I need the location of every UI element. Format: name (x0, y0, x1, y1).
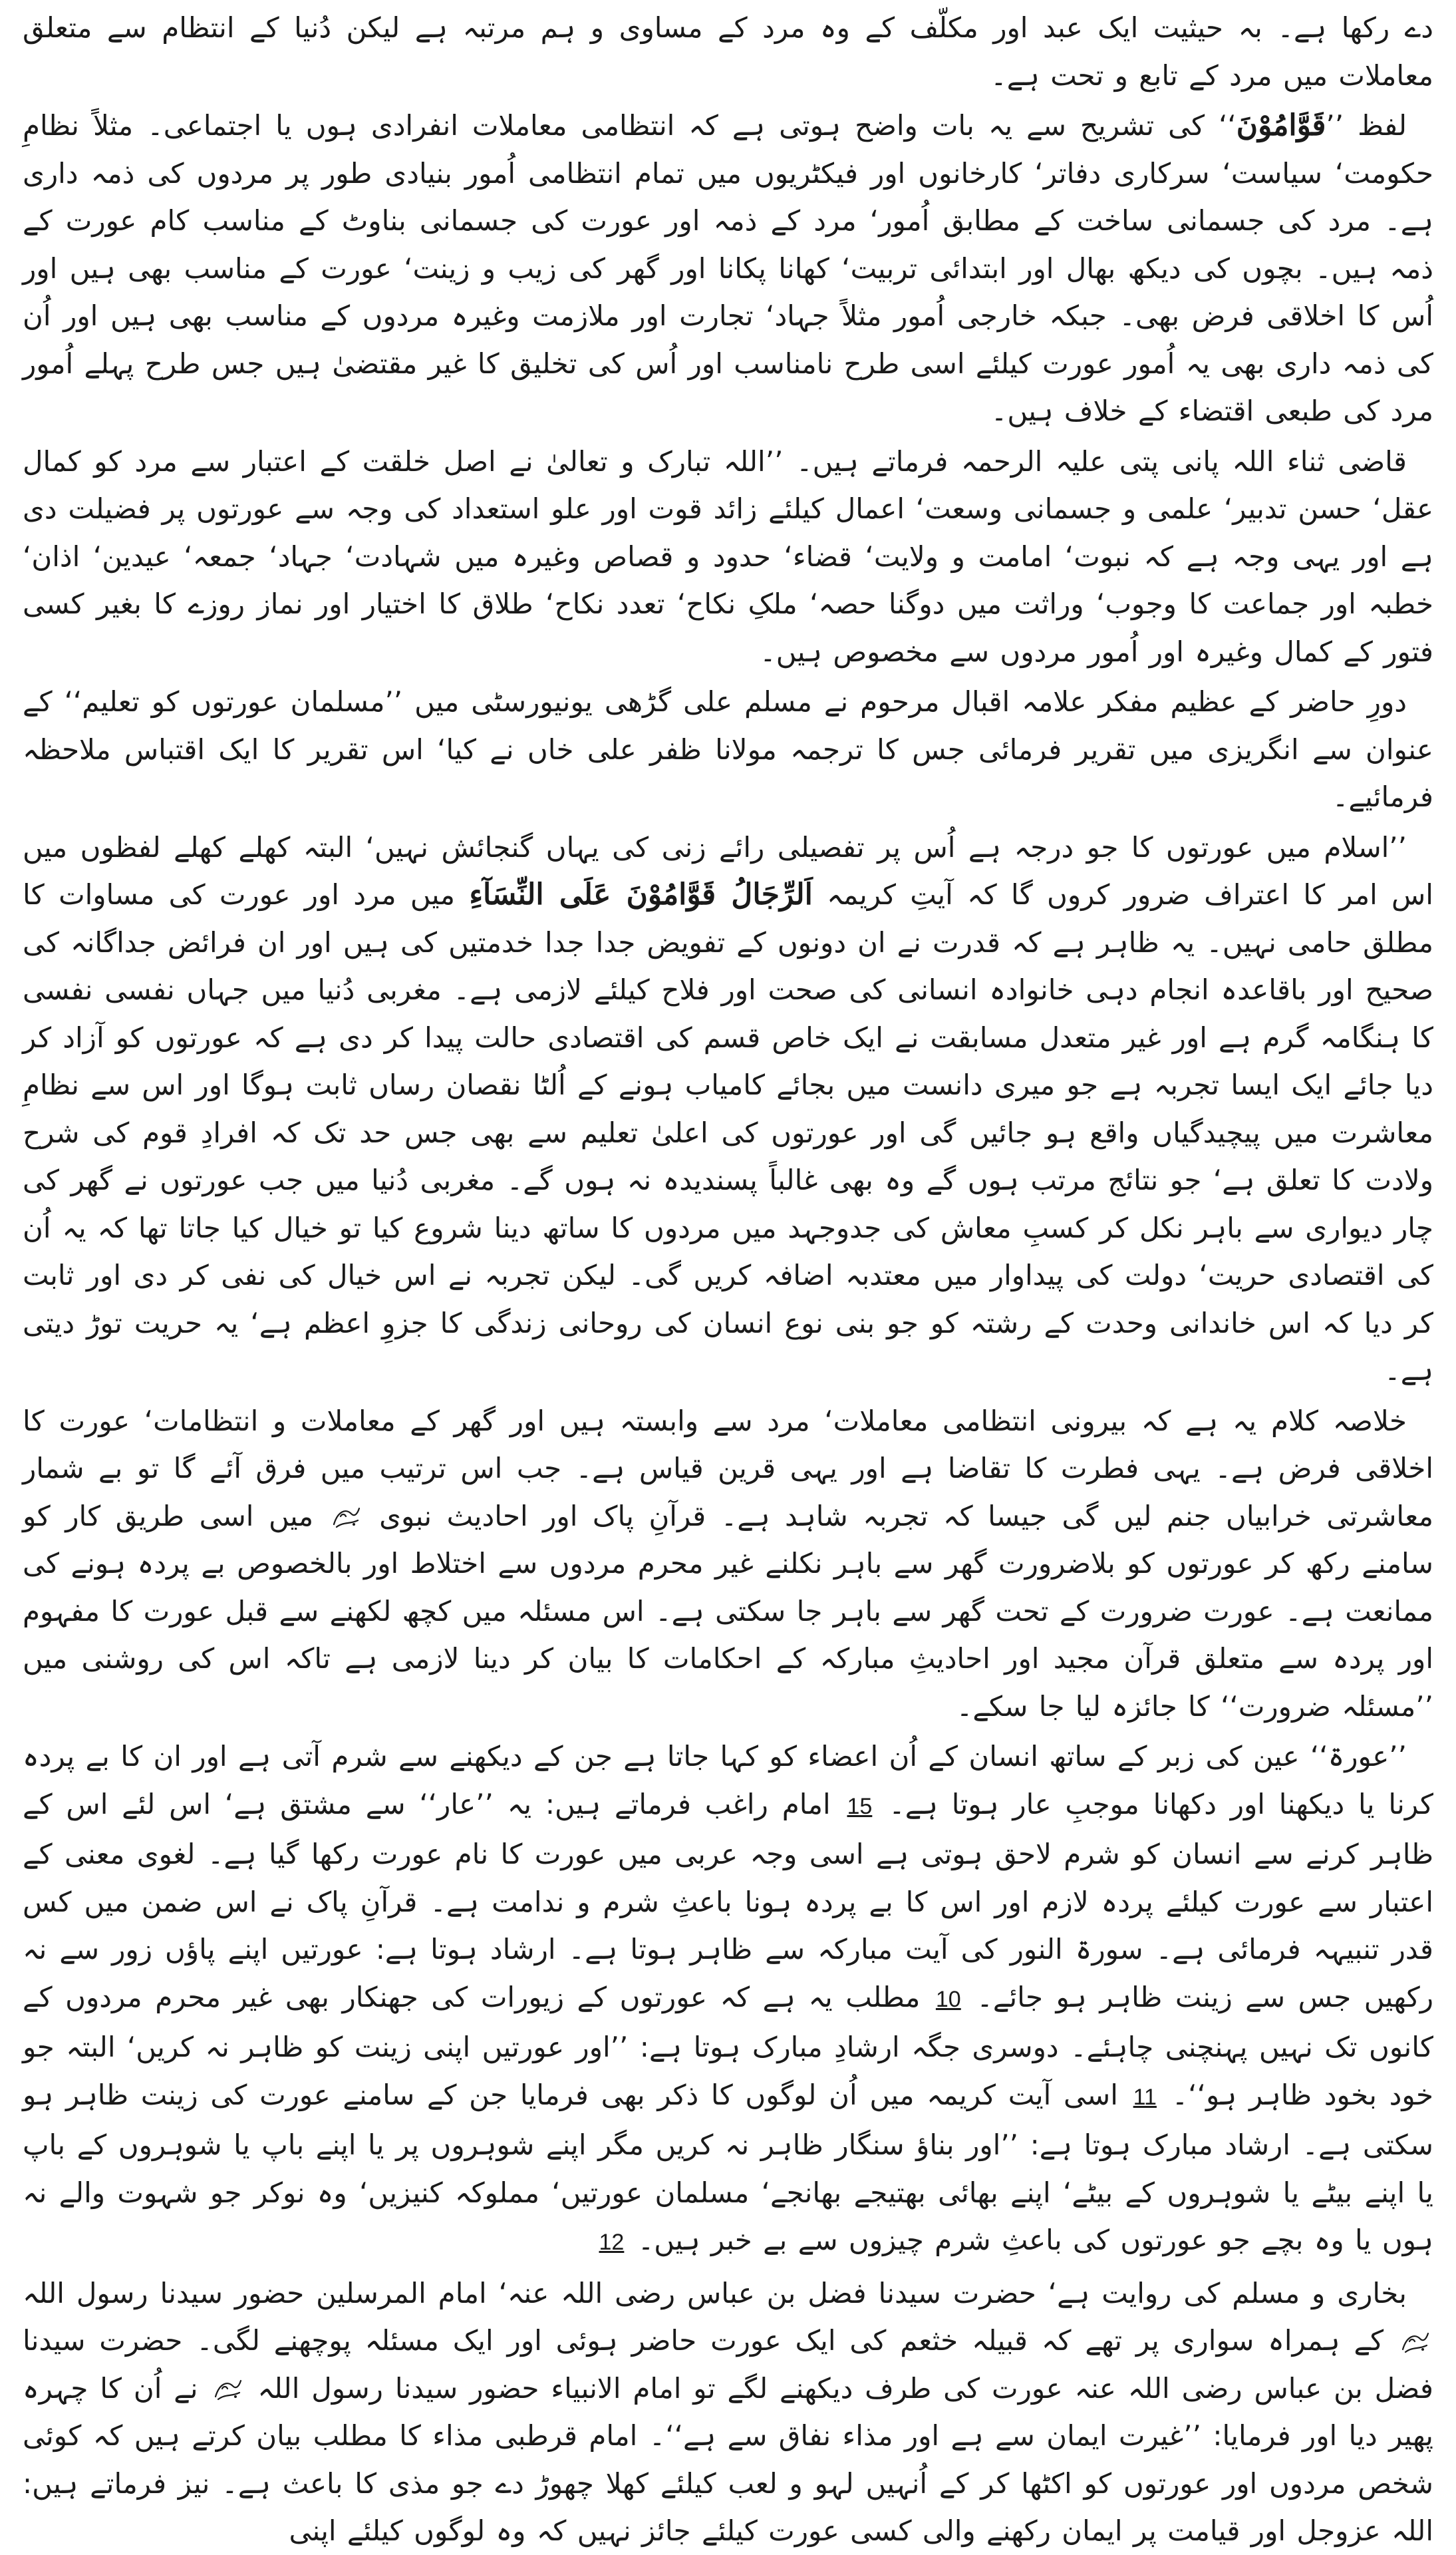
paragraph-text: دے رکھا ہے۔ بہ حیثیت ایک عبد اور مکلّف کے وہ مرد کے مساوی و ہم مرتبہ ہے لیکن دُنیا کے انتظام سے متعلق معاملات میں مرد کے تابع و تحت ہے۔ (23, 11, 1433, 92)
salawat-seal-icon (331, 1504, 362, 1531)
footnote-reference: 15 (847, 1793, 873, 1819)
quranic-phrase: اَلرِّجَالُ قَوَّامُوْنَ عَلَى النِّسَآءِ (469, 878, 813, 912)
paragraph-text: دورِ حاضر کے عظیم مفکر علامہ اقبال مرحوم نے مسلم علی گڑھی یونیورسٹی میں ’’مسلمان عورتوں کو تعلیم‘‘ کے عنوان سے انگریزی میں تقریر فرمائی جس کا ترجمہ مولانا ظفر علی خاں نے کیا‘ اس تقریر کا ایک اقتباس ملاحظہ فرمائیے۔ (23, 685, 1433, 813)
quranic-phrase: قَوَّامُوْنَ (1236, 108, 1326, 142)
paragraph-p3 (23, 438, 1433, 676)
salawat-seal-icon (213, 2377, 243, 2403)
paragraph-text: مطلب یہ ہے کہ عورتوں کے زیورات کی جھنکار بھی غیر محرم مردوں کے کانوں تک نہیں پہنچنی چاہئے۔ دوسری جگہ ارشادِ مبارک ہوتا ہے: ’’اور عورتیں اپنی زینت کو ظاہر نہ کریں‘ البتہ جو خود بخود ظاہر ہو‘‘۔ (23, 1980, 1433, 2111)
paragraph-p4 (23, 678, 1433, 821)
paragraph-text: کے ہمراہ سواری پر تھے کہ قبیلہ خثعم کی ایک عورت حاضر ہوئی اور ایک مسئلہ پوچھنے لگی۔ حضرت سیدنا فضل بن عباس رضی اللہ عنہ عورت کی طرف دیکھنے لگے تو امام الانبیاء حضور سیدنا رسول اللہ (23, 2324, 1433, 2405)
paragraph-p7 (23, 1733, 1433, 2267)
document-body (23, 4, 1433, 2555)
paragraph-text: میں اسی طریق کار کو سامنے رکھ کر عورتوں کو بلاضرورت گھر سے باہر نکلنے غیر محرم مردوں سے اختلاط اور بالخصوص بے پردہ ہونے کی ممانعت ہے۔ عورت ضرورت کے تحت گھر سے باہر جا سکتی ہے۔ اس مسئلہ میں کچھ لکھنے سے قبل عورت کا مفہوم اور پردہ سے متعلق قرآن مجید اور احادیثِ مبارکہ کے احکامات کا بیان کر دینا لازمی ہے تاکہ اس کی روشنی میں ’’مسئلہ ضرورت‘‘ کا جائزہ لیا جا سکے۔ (23, 1499, 1433, 1723)
paragraph-p5 (23, 824, 1433, 1395)
paragraph-text: میں مرد اور عورت کی مساوات کا مطلق حامی نہیں۔ یہ ظاہر ہے کہ قدرت نے ان دونوں کے تفویض جدا جدا خدمتیں کی ہیں اور ان فرائض جداگانہ کی صحیح اور باقاعدہ انجام دہی خانوادہ انسانی کی صحت اور فلاح کیلئے لازمی ہے۔ مغربی دُنیا میں جہاں نفسی نفسی کا ہنگامہ گرم ہے اور غیر متعدل مسابقت نے ایک خاص قسم کی اقتصادی حالت پیدا کر دی ہے کہ عورتوں کو آزاد کر دیا جائے ایک ایسا تجربہ ہے جو میری دانست میں بجائے کامیاب ہونے کے اُلٹا نقصان رساں ثابت ہوگا اور اس سے نظامِ معاشرت میں پیچیدگیاں واقع ہو جائیں گی اور عورتوں کی اعلیٰ تعلیم سے بھی جس حد تک کہ افرادِ قوم کی شرح ولادت کا تعلق ہے‘ جو نتائج مرتب ہوں گے وہ بھی غالباً پسندیدہ نہ ہوں گے۔ مغربی دُنیا میں جب عورتوں نے گھر کی چار دیواری سے باہر نکل کر کسبِ معاش کی جدوجہد میں مردوں کا ساتھ دینا شروع کیا تو خیال کیا جاتا تھا کہ یہ اُن کی اقتصادی حریت‘ دولت کی پیداوار میں معتدبہ اضافہ کریں گی۔ لیکن تجربہ نے اس خیال کی نفی کر دی اور ثابت کر دیا کہ اس خاندانی وحدت کے رشتہ کو جو بنی نوع انسان کی روحانی زندگی کا جزوِ اعظم ہے‘ یہ حریت توڑ دیتی ہے۔ (23, 878, 1434, 1387)
paragraph-text: ’’عورۃ‘‘ عین کی زبر کے ساتھ انسان کے اُن اعضاء کو کہا جاتا ہے جن کے دیکھنے سے شرم آتی ہے اور ان کا بے پردہ کرنا یا دیکھنا اور دکھانا موجبِ عار ہوتا ہے۔ (23, 1740, 1433, 1820)
paragraph-text: قاضی ثناء اللہ پانی پتی علیہ الرحمہ فرماتے ہیں۔ ’’اللہ تبارک و تعالیٰ نے اصل خلقت کے اعتبار سے مرد کو کمال عقل‘ حسن تدبیر‘ علمی و جسمانی وسعت‘ اعمال کیلئے زائد قوت اور علو استعداد کی وجہ سے عورتوں پر فضیلت دی ہے اور یہی وجہ ہے کہ نبوت‘ امامت و ولایت‘ قضاء‘ حدود و قصاص وغیرہ میں شہادت‘ جہاد‘ جمعہ‘ عیدین‘ اذان‘ خطبہ اور جماعت کا وجوب‘ وراثت میں دوگنا حصہ‘ ملکِ نکاح‘ تعدد نکاح‘ طلاق کا اختیار اور نماز روزے کا بغیر کسی فتور کے کمال وغیرہ اور اُمور مردوں سے مخصوص ہیں۔ (23, 444, 1433, 668)
salawat-seal-icon (1400, 2329, 1431, 2356)
paragraph-p6 (23, 1397, 1433, 1731)
paragraph-text: نے اُن کا چہرہ پھیر دیا اور فرمایا: ’’غیرت ایمان سے ہے اور مذاء نفاق سے ہے‘‘۔ امام قرطبی مذاء کا مطلب بیان کرتے ہیں کہ کوئی شخص مردوں اور عورتوں کو اکٹھا کر کے اُنہیں لہو و لعب کیلئے کھلا چھوڑ دے جو مذی کا باعث ہے۔ نیز فرماتے ہیں: اللہ عزوجل اور قیامت پر ایمان رکھنے والی کسی عورت کیلئے جائز نہیں کہ وہ لوگوں کیلئے اپنی (23, 2371, 1433, 2547)
footnote-reference: 11 (1133, 2084, 1157, 2110)
paragraph-text: ’’اسلام میں عورتوں کا جو درجہ ہے اُس پر تفصیلی رائے زنی کی یہاں گنجائش نہیں‘ البتہ کھلے کھلے لفظوں میں اس امر کا اعتراف ضرور کروں گا کہ آیتِ کریمہ (23, 830, 1433, 911)
paragraph-text: امام راغب فرماتے ہیں: یہ ’’عار‘‘ سے مشتق ہے‘ اس لئے اس کے ظاہر کرنے سے انسان کو شرم لاحق ہوتی ہے اسی وجہ عربی میں عورت کا نام عورت رکھا گیا ہے۔ لغوی معنی کے اعتبار سے عورت کیلئے پردہ لازم اور اس کا بے پردہ ہونا باعثِ شرم و ندامت ہے۔ قرآنِ پاک نے اس ضمن میں کس قدر تنبیہہ فرمائی ہے۔ سورۃ النور کی آیت مبارکہ سے ظاہر ہوتا ہے۔ ارشاد ہوتا ہے: عورتیں اپنے پاؤں زور سے نہ رکھیں جس سے زینت ظاہر ہو جائے۔ (23, 1787, 1433, 2013)
paragraph-text: خلاصہ کلام یہ ہے کہ بیرونی انتظامی معاملات‘ مرد سے وابستہ ہیں اور گھر کے معاملات و انتظامات‘ عورت کا اخلاقی فرض ہے۔ یہی فطرت کا تقاضا ہے اور یہی قرین قیاس ہے۔ جب اس ترتیب میں فرق آئے گا تو بے شمار معاشرتی خرابیاں جنم لیں گی جیسا کہ تجربہ شاہد ہے۔ قرآنِ پاک اور احادیث نبوی (23, 1404, 1433, 1532)
paragraph-p1 (23, 4, 1433, 99)
paragraph-p2 (23, 102, 1433, 435)
paragraph-text: اسی آیت کریمہ میں اُن لوگوں کا ذکر بھی فرمایا جن کے سامنے عورت کی زینت ظاہر ہو سکتی ہے۔ ارشاد مبارک ہوتا ہے: ’’اور بناؤ سنگار ظاہر نہ کریں مگر اپنے شوہروں پر یا اپنے باپ یا شوہروں کے باپ یا اپنے بیٹے یا شوہروں کے بیٹے‘ اپنے بھائی بھتیجے بھانجے‘ مسلمان عورتیں‘ مملوکہ کنیزیں‘ وہ نوکر جو شہوت والے نہ ہوں یا وہ بچے جو عورتوں کی باعثِ شرم چیزوں سے بے خبر ہیں۔ (23, 2078, 1433, 2256)
paragraph-text: بخاری و مسلم کی روایت ہے‘ حضرت سیدنا فضل بن عباس رضی اللہ عنہ‘ امام المرسلین حضور سیدنا رسول اللہ (23, 2276, 1407, 2309)
paragraph-text: ‘‘ کی تشریح سے یہ بات واضح ہوتی ہے کہ انتظامی معاملات انفرادی ہوں یا اجتماعی۔ مثلاً نظامِ حکومت‘ سیاست‘ سرکاری دفاتر‘ کارخانوں اور فیکٹریوں میں تمام انتظامی اُمور بنیادی طور پر مردوں کی ذمہ داری ہے۔ مرد کی جسمانی ساخت کے مطابق اُمور‘ مرد کے ذمہ اور عورت کی جسمانی بناوٹ کے مناسب کام عورت کے ذمہ ہیں۔ بچوں کی دیکھ بھال اور ابتدائی تربیت‘ کھانا پکانا اور گھر کی زیب و زینت‘ عورت کے مناسب بھی ہیں اور اُس کا اخلاقی فرض بھی۔ جبکہ خارجی اُمور مثلاً جہاد‘ تجارت اور ملازمت وغیرہ مردوں کے مناسب بھی ہیں اور اُن کی ذمہ داری بھی یہ اُمور عورت کیلئے اسی طرح نامناسب اور اُس کی تخلیق کا غیر مقتضیٰ ہیں جس طرح پہلے اُمور مرد کی طبعی اقتضاء کے خلاف ہیں۔ (23, 109, 1433, 427)
footnote-reference: 12 (599, 2230, 625, 2255)
paragraph-text: لفظ ’’ (1326, 109, 1407, 142)
footnote-reference: 10 (935, 1986, 961, 2012)
paragraph-p8 (23, 2270, 1433, 2555)
